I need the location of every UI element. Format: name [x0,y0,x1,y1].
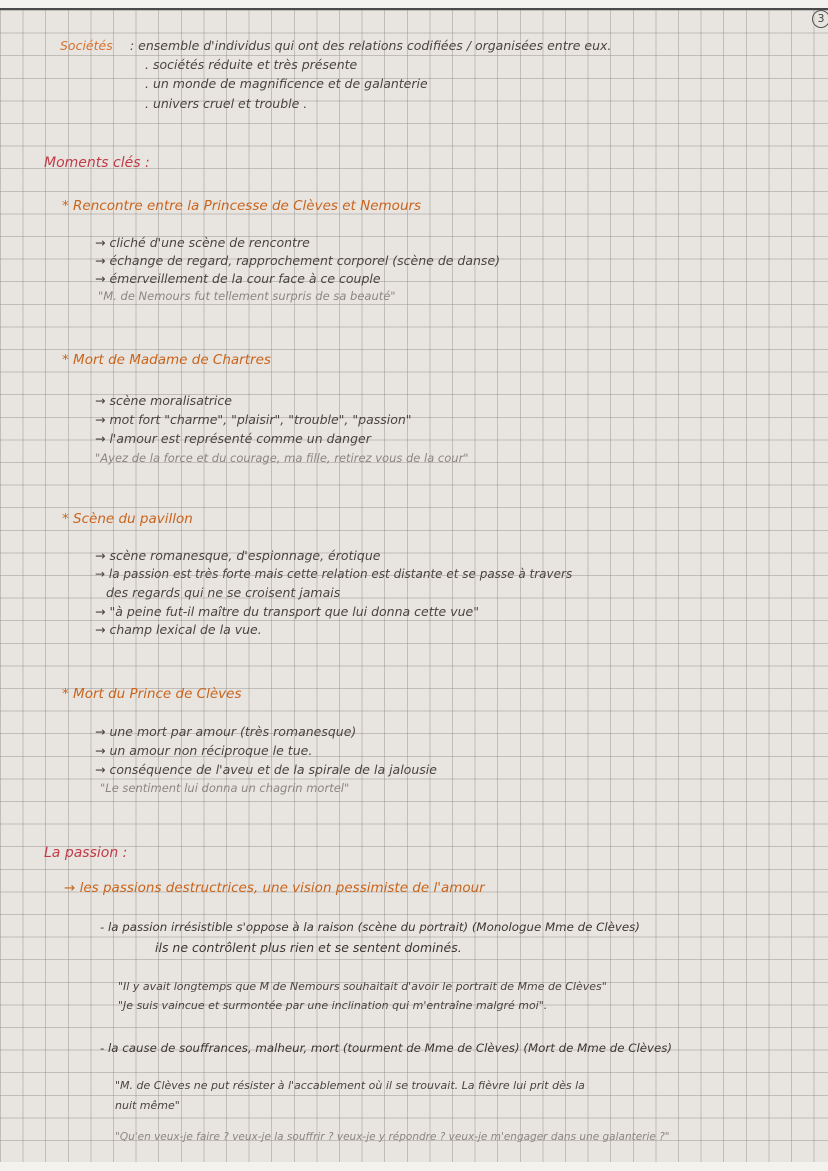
list-item: → scène moralisatrice [95,393,232,408]
quote: "Le sentiment lui donna un chagrin mortel" [100,781,350,795]
list-item: → l'amour est représenté comme un danger [95,431,371,446]
list-item: → conséquence de l'aveu et de la spirale de la jalousie [95,762,437,777]
list-item: → une mort par amour (très romanesque) [95,724,357,739]
list-item: → champ lexical de la vue. [95,622,262,637]
quote: "Je suis vaincue et surmontée par une inclination qui m'entraîne malgré moi". [118,999,548,1012]
page-number: 3 [812,10,828,28]
societes-definition: : ensemble d'individus qui ont des relations codifiées / organisées entre eux. [130,38,612,53]
societes-label: Sociétés [60,38,113,53]
societes-item: . un monde de magnificence et de galanterie [145,76,428,91]
list-item: → la passion est très forte mais cette relation est distante et se passe à travers [95,567,573,581]
quote: "Il y avait longtemps que M de Nemours souhaitait d'avoir le portrait de Mme de Clèves" [118,980,607,993]
list-item: → mot fort "charme", "plaisir", "trouble", "passion" [95,412,412,427]
section-heading: * Mort du Prince de Clèves [62,686,242,702]
passion-title: La passion : [44,845,128,861]
list-item: → émerveillement de la cour face à ce couple [95,271,381,286]
list-item: → cliché d'une scène de rencontre [95,235,310,250]
list-item: → un amour non réciproque le tue. [95,743,313,758]
section-heading: * Scène du pavillon [62,511,193,527]
quote: "M. de Clèves ne put résister à l'accablement où il se trouvait. La fièvre lui prit dès la [115,1079,585,1092]
list-item: → "à peine fut-il maître du transport que lui donna cette vue" [95,604,479,619]
societes-item: . univers cruel et trouble . [145,96,308,111]
quote: "Qu'en veux-je faire ? veux-je la souffrir ? veux-je y répondre ? veux-je m'engager dans une galanterie ?" [115,1131,670,1143]
passion-point-continuation: ils ne contrôlent plus rien et se sentent dominés. [155,940,462,955]
list-item: → échange de regard, rapprochement corporel (scène de danse) [95,253,501,268]
passion-point: - la passion irrésistible s'oppose à la raison (scène du portrait) (Monologue Mme de Clèves) [100,920,640,934]
section-heading: * Mort de Madame de Chartres [62,352,271,368]
passion-subtitle: → les passions destructrices, une vision pessimiste de l'amour [64,880,485,896]
moments-title: Moments clés : [44,155,150,171]
passion-point: - la cause de souffrances, malheur, mort (tourment de Mme de Clèves) (Mort de Mme de Clèves) [100,1041,673,1055]
section-heading: * Rencontre entre la Princesse de Clèves et Nemours [62,198,422,214]
societes-item: . sociétés réduite et très présente [145,57,358,72]
quote: "M. de Nemours fut tellement surpris de sa beauté" [98,289,396,303]
list-item-continuation: des regards qui ne se croisent jamais [106,585,341,600]
quote-continuation: nuit même" [115,1099,180,1112]
list-item: → scène romanesque, d'espionnage, érotique [95,548,381,563]
quote: "Ayez de la force et du courage, ma fille, retirez vous de la cour" [95,451,469,465]
